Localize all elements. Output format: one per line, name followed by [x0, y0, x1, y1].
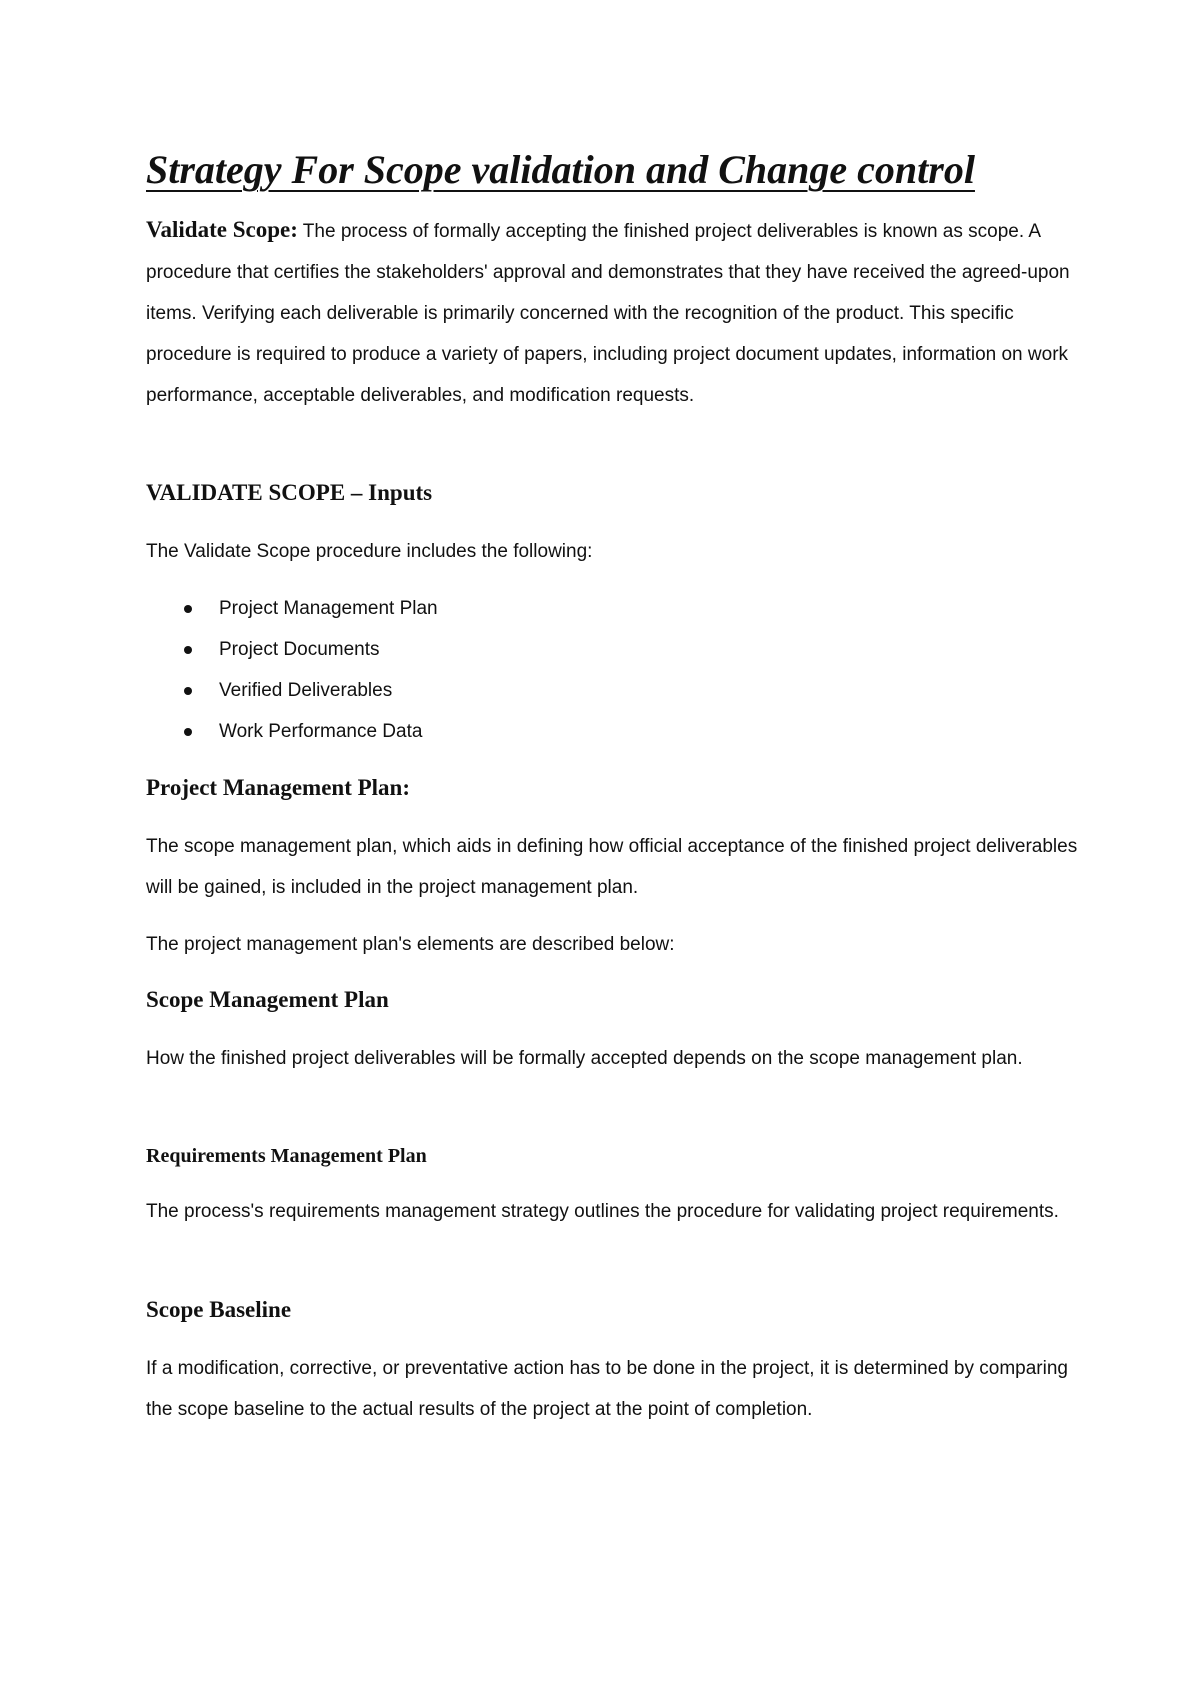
baseline-paragraph: If a modification, corrective, or preventative action has to be done in the project, it is determined by comparing the scope baseline to the actual results of the project at the point of completion.	[146, 1358, 1068, 1420]
document-title: Strategy For Scope validation and Change control	[146, 147, 975, 192]
list-item-label: Work Performance Data	[219, 721, 423, 742]
rmp-heading: Requirements Management Plan	[146, 1145, 427, 1167]
smp-paragraph: How the finished project deliverables will be formally accepted depends on the scope management plan.	[146, 1048, 1023, 1069]
bullet-icon	[184, 728, 192, 736]
intro-heading: Validate Scope:	[146, 217, 298, 242]
rmp-paragraph: The process's requirements management strategy outlines the procedure for validating project requirements.	[146, 1201, 1059, 1222]
pmp-paragraph-2: The project management plan's elements are described below:	[146, 934, 675, 955]
list-item-label: Project Documents	[219, 639, 380, 660]
list-item	[146, 629, 438, 670]
bullet-icon	[184, 687, 192, 695]
intro-text: The process of formally accepting the finished project deliverables is known as scope. A procedure that certifies the stakeholders' approval and demonstrates that they have received the agreed-upon items. Verifying each deliverable is primarily concerned with the recognition of the product. This specific procedure is required to produce a variety of papers, including project document updates, information on work performance, acceptable deliverables, and modification requests.	[146, 221, 1070, 406]
list-item	[146, 670, 438, 711]
intro-paragraph	[146, 209, 1091, 416]
inputs-lead: The Validate Scope procedure includes the following:	[146, 541, 593, 562]
pmp-paragraph: The scope management plan, which aids in defining how official acceptance of the finished project deliverables will be gained, is included in the project management plan.	[146, 836, 1078, 898]
bullet-icon	[184, 605, 192, 613]
inputs-list	[146, 588, 438, 752]
list-item	[146, 711, 438, 752]
smp-heading: Scope Management Plan	[146, 987, 389, 1012]
inputs-heading: VALIDATE SCOPE – Inputs	[146, 480, 433, 505]
list-item	[146, 588, 438, 629]
pmp-heading: Project Management Plan:	[146, 775, 410, 800]
baseline-heading: Scope Baseline	[146, 1297, 292, 1322]
list-item-label: Project Management Plan	[219, 598, 438, 619]
list-item-label: Verified Deliverables	[219, 680, 393, 701]
bullet-icon	[184, 646, 192, 654]
